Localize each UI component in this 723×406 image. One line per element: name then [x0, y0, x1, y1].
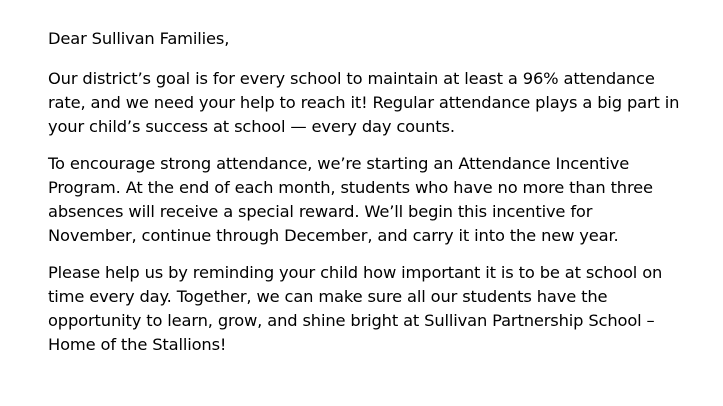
- paragraph-line: Home of the Stallions!: [48, 335, 227, 354]
- paragraph-line: time every day. Together, we can make sure all our students have the: [48, 287, 608, 306]
- paragraph-line: Program. At the end of each month, students who have no more than three: [48, 178, 653, 197]
- paragraph-line: To encourage strong attendance, we’re starting an Attendance Incentive: [48, 154, 630, 173]
- paragraph-incentive-program: [48, 152, 716, 248]
- paragraph-line: absences will receive a special reward. We’ll begin this incentive for: [48, 202, 593, 221]
- paragraph-closing: [48, 261, 716, 357]
- paragraph-line: November, continue through December, and carry it into the new year.: [48, 226, 619, 245]
- paragraph-line: Our district’s goal is for every school to maintain at least a 96% attendance: [48, 69, 655, 88]
- paragraph-attendance-goal: [48, 67, 716, 139]
- paragraph-line: Please help us by reminding your child how important it is to be at school on: [48, 263, 663, 282]
- letter-greeting: Dear Sullivan Families,: [48, 29, 230, 48]
- paragraph-line: opportunity to learn, grow, and shine bright at Sullivan Partnership School –: [48, 311, 655, 330]
- paragraph-line: rate, and we need your help to reach it! Regular attendance plays a big part in: [48, 93, 680, 112]
- paragraph-line: your child’s success at school — every day counts.: [48, 117, 455, 136]
- letter-body: [48, 27, 716, 370]
